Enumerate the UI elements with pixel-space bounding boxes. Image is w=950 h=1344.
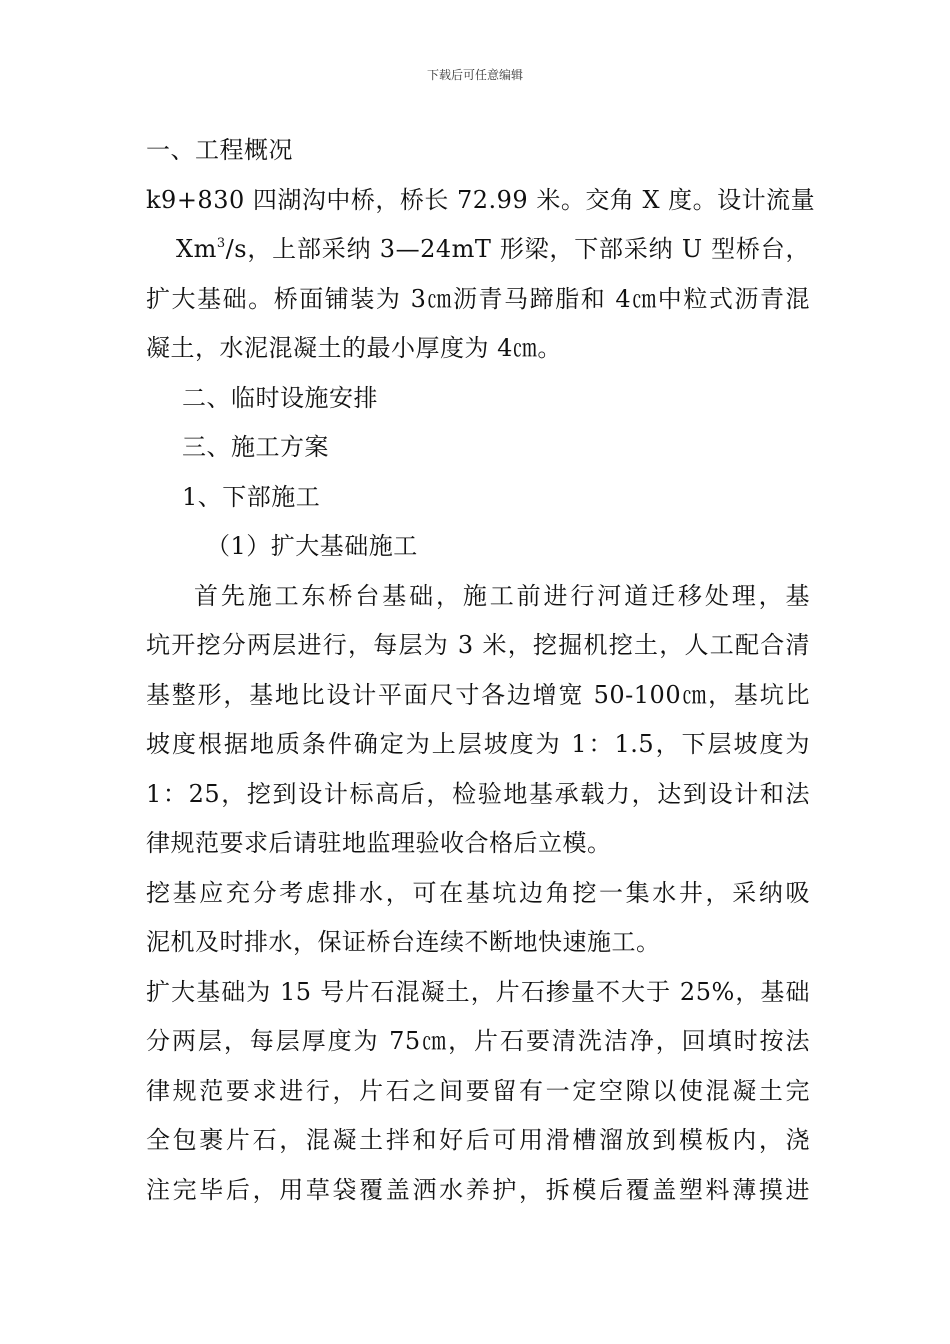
paragraph-line: 律规范要求进行，片石之间要留有一定空隙以使混凝土完 — [146, 1076, 810, 1105]
paragraph-line: 坑开挖分两层进行，每层为 3 米，挖掘机挖土，人工配合清 — [146, 631, 810, 659]
paragraph-line: 凝土，水泥混凝土的最小厚度为 4㎝。 — [146, 334, 562, 362]
paragraph-line: 1：25，挖到设计标高后，检验地基承载力，达到设计和法 — [146, 779, 810, 808]
flow-unit-post: /s，上部采纳 3—24mT 形梁，下部采纳 U 型桥台， — [225, 235, 810, 263]
paragraph-line-flow — [146, 225, 810, 275]
paragraph-line: 扩大基础。桥面铺装为 3㎝沥青马蹄脂和 4㎝中粒式沥青混 — [146, 284, 810, 313]
paragraph-line: 挖基应充分考虑排水，可在基坑边角挖一集水井，采纳吸 — [146, 878, 810, 907]
heading-substructure: 1、下部施工 — [182, 482, 321, 511]
paragraph-line: 基整形，基地比设计平面尺寸各边增宽 50-100㎝，基坑比 — [146, 680, 810, 709]
flow-unit-pre: Xm — [176, 235, 217, 263]
flow-unit-superscript: 3 — [216, 236, 226, 251]
document-body — [146, 126, 816, 1215]
paragraph-line: 律规范要求后请驻地监理验收合格后立模。 — [146, 829, 612, 857]
paragraph-line: k9+830 四湖沟中桥，桥长 72.99 米。交角 X 度。设计流量 — [146, 185, 816, 214]
heading-foundation: （1）扩大基础施工 — [206, 532, 418, 560]
paragraph-line: 坡度根据地质条件确定为上层坡度为 1：1.5，下层坡度为 — [146, 730, 810, 758]
page-header-note: 下载后可任意编辑 — [426, 68, 523, 82]
heading-temporary-facilities: 二、临时设施安排 — [182, 383, 378, 412]
paragraph-line: 注完毕后，用草袋覆盖洒水养护，拆模后覆盖塑料薄摸进 — [146, 1175, 810, 1204]
paragraph-line: 全包裹片石，混凝土拌和好后可用滑槽溜放到模板内，浇 — [146, 1126, 810, 1154]
paragraph-line: 首先施工东桥台基础，施工前进行河道迁移处理，基 — [194, 581, 810, 610]
paragraph-line: 扩大基础为 15 号片石混凝土，片石掺量不大于 25%，基础 — [146, 977, 810, 1006]
heading-construction-plan: 三、施工方案 — [182, 433, 329, 461]
heading-project-overview: 一、工程概况 — [146, 136, 293, 164]
paragraph-line: 泥机及时排水，保证桥台连续不断地快速施工。 — [146, 928, 661, 956]
paragraph-line: 分两层，每层厚度为 75㎝，片石要清洗洁净，回填时按法 — [146, 1027, 810, 1055]
